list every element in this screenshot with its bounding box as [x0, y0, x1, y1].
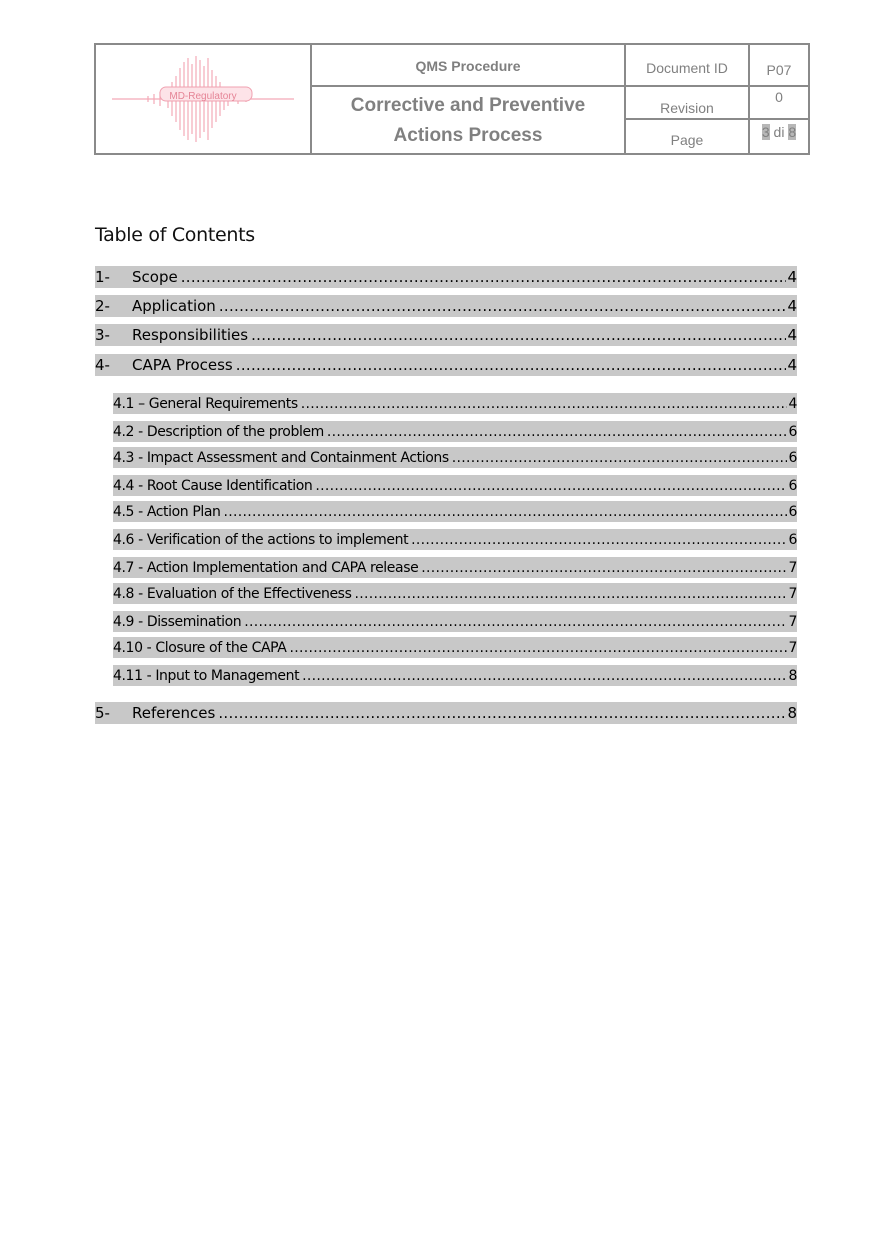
toc-leader-dots — [421, 560, 787, 576]
toc-leader-dots — [302, 668, 787, 684]
toc-leader-dots — [327, 424, 788, 440]
toc-title: Table of Contents — [95, 224, 255, 246]
toc-entry-number: 5- — [95, 704, 110, 722]
toc-entry-number: 1- — [95, 268, 110, 286]
toc-entry-page: 8 — [787, 704, 797, 722]
toc-leader-dots — [218, 704, 786, 722]
toc-subentry-4-6[interactable] — [113, 529, 797, 550]
toc-subentry-4-7[interactable] — [113, 557, 797, 578]
toc-subentry-label: 4.6 - Verification of the actions to implement — [113, 531, 409, 548]
toc-leader-dots — [251, 326, 786, 344]
toc-leader-dots — [301, 396, 788, 412]
toc-subentry-4-2[interactable] — [113, 421, 797, 442]
toc-subentry-4-1[interactable] — [113, 393, 797, 414]
toc-subentry-label: 4.9 - Dissemination — [113, 613, 242, 630]
toc-subentry-page: 4 — [788, 395, 797, 412]
toc-leader-dots — [219, 297, 787, 315]
toc-subentry-4-9[interactable] — [113, 611, 797, 632]
toc-leader-dots — [244, 614, 787, 630]
toc-leader-dots — [315, 478, 787, 494]
toc-entry-number: 3- — [95, 326, 110, 344]
page-total: 8 — [788, 124, 797, 140]
toc-subentry-page: 7 — [788, 639, 797, 656]
toc-subentry-label: 4.8 - Evaluation of the Effectiveness — [113, 585, 352, 602]
toc-subentry-label: 4.10 - Closure of the CAPA — [113, 639, 287, 656]
document-header — [94, 43, 810, 155]
toc-subentry-label: 4.2 - Description of the problem — [113, 423, 324, 440]
toc-subentry-page: 8 — [788, 667, 797, 684]
toc-subentry-page: 7 — [788, 613, 797, 630]
page-current: 3 — [761, 124, 770, 140]
toc-subentry-label: 4.7 - Action Implementation and CAPA release — [113, 559, 419, 576]
toc-subentry-4-5[interactable] — [113, 501, 797, 522]
toc-subentry-4-4[interactable] — [113, 475, 797, 496]
toc-subentry-page: 7 — [788, 585, 797, 602]
revision-label: Revision — [660, 100, 714, 116]
toc-entry-page: 4 — [787, 268, 797, 286]
document-id-label: Document ID — [646, 60, 728, 76]
toc-leader-dots — [224, 504, 788, 520]
toc-entry-page: 4 — [787, 297, 797, 315]
toc-subentry-4-8[interactable] — [113, 583, 797, 604]
toc-entry-page: 4 — [787, 356, 797, 374]
toc-subentry-label: 4.1 – General Requirements — [113, 395, 298, 412]
document-title — [312, 89, 624, 153]
page-number — [750, 121, 808, 143]
toc-entry-label: Application — [132, 297, 216, 315]
toc-entry-number: 4- — [95, 356, 110, 374]
toc-entry-responsibilities[interactable] — [95, 324, 797, 346]
toc-subentry-4-10[interactable] — [113, 637, 797, 658]
toc-entry-references[interactable] — [95, 702, 797, 724]
revision-value: 0 — [775, 89, 783, 105]
toc-subentry-label: 4.4 - Root Cause Identification — [113, 477, 313, 494]
toc-subentry-page: 7 — [788, 559, 797, 576]
toc-subentry-page: 6 — [788, 503, 797, 520]
toc-entry-label: Responsibilities — [132, 326, 249, 344]
toc-subentry-page: 6 — [788, 477, 797, 494]
toc-entry-application[interactable] — [95, 295, 797, 317]
toc-entry-scope[interactable] — [95, 266, 797, 288]
toc-leader-dots — [354, 586, 787, 602]
toc-subentry-page: 6 — [788, 423, 797, 440]
toc-leader-dots — [236, 356, 787, 374]
toc-entry-label: Scope — [132, 268, 178, 286]
page-separator: di — [769, 124, 789, 140]
page-label: Page — [670, 132, 704, 148]
toc-subentry-4-11[interactable] — [113, 665, 797, 686]
toc-subentry-label: 4.5 - Action Plan — [113, 503, 221, 520]
toc-entry-page: 4 — [787, 326, 797, 344]
toc-subentry-label: 4.11 - Input to Management — [113, 667, 300, 684]
document-title-line2: Actions Process — [393, 125, 543, 146]
toc-subentry-label: 4.3 - Impact Assessment and Containment Actions — [113, 449, 449, 466]
document-title-line1: Corrective and Preventive — [350, 95, 586, 116]
procedure-label: QMS Procedure — [415, 58, 521, 74]
toc-leader-dots — [181, 268, 787, 286]
toc-subentry-page: 6 — [788, 449, 797, 466]
logo-text: MD-Regulatory — [169, 91, 237, 102]
toc-leader-dots — [452, 450, 788, 466]
toc-entry-label: CAPA Process — [132, 356, 233, 374]
toc-leader-dots — [411, 532, 787, 548]
toc-leader-dots — [289, 640, 787, 656]
document-id-value: P07 — [766, 62, 792, 78]
toc-subentry-4-3[interactable] — [113, 447, 797, 468]
toc-entry-number: 2- — [95, 297, 110, 315]
company-logo — [96, 45, 310, 153]
toc-entry-capa-process[interactable] — [95, 354, 797, 376]
toc-entry-label: References — [132, 704, 216, 722]
toc-subentry-page: 6 — [788, 531, 797, 548]
